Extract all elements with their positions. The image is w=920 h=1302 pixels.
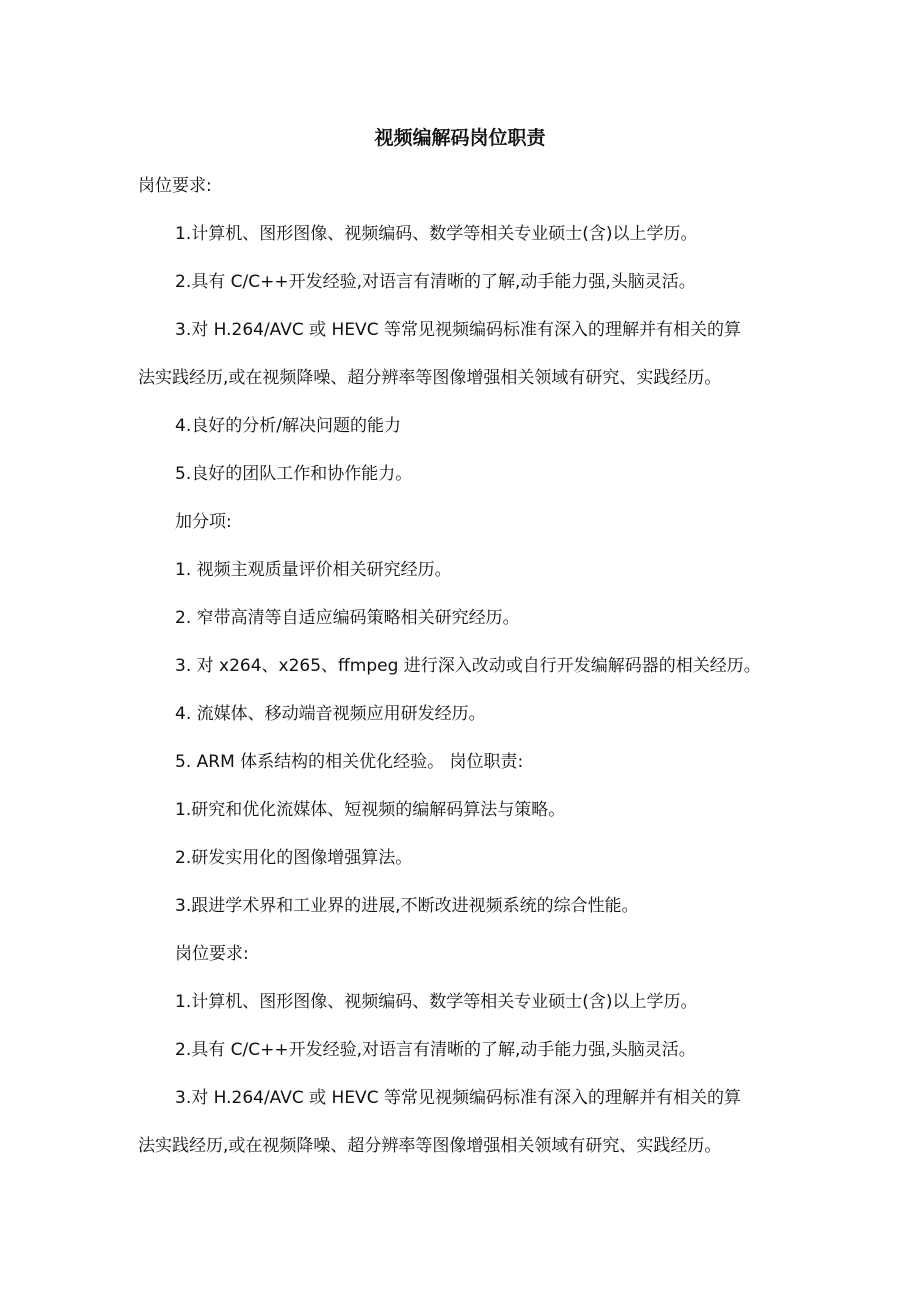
paragraph-line: 5.良好的团队工作和协作能力。 — [175, 464, 413, 484]
paragraph-line: 法实践经历,或在视频降噪、超分辨率等图像增强相关领域有研究、实践经历。 — [138, 1136, 722, 1156]
paragraph-line: 3. 对 x264、x265、ffmpeg 进行深入改动或自行开发编解码器的相关经历。 — [175, 656, 761, 676]
paragraph-line: 1.计算机、图形图像、视频编码、数学等相关专业硕士(含)以上学历。 — [175, 224, 698, 244]
paragraph-line: 1.计算机、图形图像、视频编码、数学等相关专业硕士(含)以上学历。 — [175, 992, 698, 1012]
paragraph-line: 岗位要求: — [175, 944, 249, 964]
paragraph-line: 2.具有 C/C++开发经验,对语言有清晰的了解,动手能力强,头脑灵活。 — [175, 272, 696, 292]
paragraph-line: 1.研究和优化流媒体、短视频的编解码算法与策略。 — [175, 800, 566, 820]
paragraph-line: 1. 视频主观质量评价相关研究经历。 — [175, 560, 452, 580]
paragraph-line: 4. 流媒体、移动端音视频应用研发经历。 — [175, 704, 486, 724]
paragraph-line: 2. 窄带高清等自适应编码策略相关研究经历。 — [175, 608, 520, 628]
paragraph-line: 加分项: — [175, 512, 232, 532]
paragraph-line: 3.跟进学术界和工业界的进展,不断改进视频系统的综合性能。 — [175, 896, 639, 916]
paragraph-line: 法实践经历,或在视频降噪、超分辨率等图像增强相关领域有研究、实践经历。 — [138, 368, 722, 388]
document-title: 视频编解码岗位职责 — [374, 127, 546, 149]
paragraph-line: 5. ARM 体系结构的相关优化经验。 岗位职责: — [175, 752, 524, 772]
paragraph-line: 3.对 H.264/AVC 或 HEVC 等常见视频编码标准有深入的理解并有相关的算 — [175, 1088, 741, 1108]
paragraph-line: 岗位要求: — [138, 176, 212, 196]
paragraph-line: 4.良好的分析/解决问题的能力 — [175, 416, 401, 436]
paragraph-line: 2.具有 C/C++开发经验,对语言有清晰的了解,动手能力强,头脑灵活。 — [175, 1040, 696, 1060]
paragraph-line: 2.研发实用化的图像增强算法。 — [175, 848, 413, 868]
paragraph-line: 3.对 H.264/AVC 或 HEVC 等常见视频编码标准有深入的理解并有相关的算 — [175, 320, 741, 340]
